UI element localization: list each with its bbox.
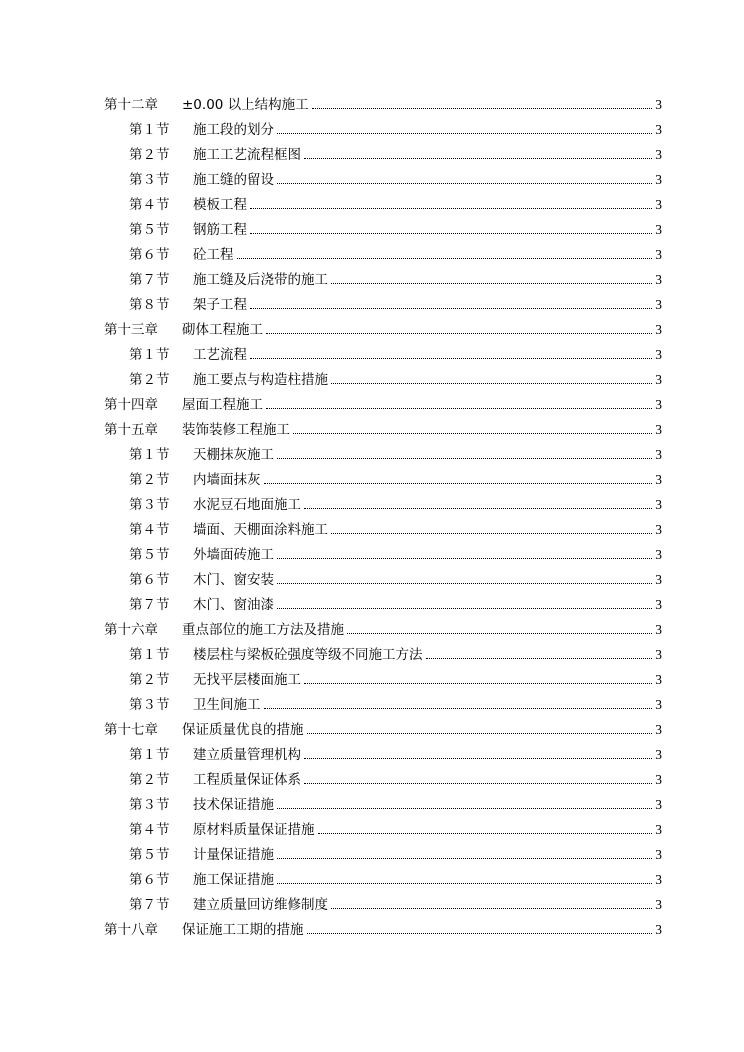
toc-entry-number: 第十八章 (104, 922, 158, 938)
toc-section-entry[interactable] (104, 742, 662, 767)
toc-section-entry[interactable] (104, 342, 662, 367)
toc-entry-title: 外墙面砖施工 (193, 547, 274, 563)
toc-page-number: 3 (655, 272, 662, 287)
toc-entry-number: 第２节 (129, 672, 170, 688)
toc-entry-number: 第４节 (129, 822, 170, 838)
toc-entry-title: 重点部位的施工方法及措施 (182, 622, 344, 638)
toc-entry-title: ±0.00 以上结构施工 (182, 97, 309, 113)
toc-section-entry[interactable] (104, 117, 662, 142)
toc-dot-leader (250, 358, 652, 359)
toc-dot-leader (277, 608, 652, 609)
toc-dot-leader (304, 783, 652, 784)
toc-entry-title: 建立质量回访维修制度 (193, 897, 328, 913)
toc-entry-title: 天棚抹灰施工 (193, 447, 274, 463)
toc-entry-number: 第十七章 (104, 722, 158, 738)
toc-chapter-entry[interactable] (104, 392, 662, 417)
toc-entry-title: 木门、窗油漆 (193, 597, 274, 613)
toc-entry-title: 装饰装修工程施工 (182, 422, 290, 438)
toc-page-number: 3 (655, 222, 662, 237)
toc-chapter-entry[interactable] (104, 417, 662, 442)
toc-entry-number: 第２节 (129, 472, 170, 488)
toc-entry-number: 第１节 (129, 122, 170, 138)
toc-page-number: 3 (655, 897, 662, 912)
toc-section-entry[interactable] (104, 667, 662, 692)
toc-section-entry[interactable] (104, 642, 662, 667)
toc-entry-title: 保证质量优良的措施 (182, 722, 304, 738)
toc-entry-title: 钢筋工程 (193, 222, 247, 238)
toc-entry-number: 第４节 (129, 197, 170, 213)
toc-entry-title: 砼工程 (193, 247, 234, 263)
toc-entry-number: 第５节 (129, 847, 170, 863)
toc-dot-leader (250, 233, 652, 234)
toc-entry-title: 屋面工程施工 (182, 397, 263, 413)
toc-page-number: 3 (655, 822, 662, 837)
toc-entry-title: 无找平层楼面施工 (193, 672, 301, 688)
toc-entry-number: 第５节 (129, 222, 170, 238)
toc-entry-title: 墙面、天棚面涂料施工 (193, 522, 328, 538)
toc-entry-number: 第４节 (129, 522, 170, 538)
toc-entry-number: 第３节 (129, 697, 170, 713)
toc-page-number: 3 (655, 922, 662, 937)
toc-page-number: 3 (655, 697, 662, 712)
toc-page-number: 3 (655, 747, 662, 762)
toc-dot-leader (277, 808, 652, 809)
toc-section-entry[interactable] (104, 592, 662, 617)
toc-section-entry[interactable] (104, 542, 662, 567)
toc-entry-number: 第７节 (129, 897, 170, 913)
toc-section-entry[interactable] (104, 192, 662, 217)
toc-page-number: 3 (655, 447, 662, 462)
toc-page-number: 3 (655, 297, 662, 312)
toc-entry-number: 第６节 (129, 247, 170, 263)
toc-dot-leader (277, 558, 652, 559)
toc-section-entry[interactable] (104, 167, 662, 192)
toc-page-number: 3 (655, 97, 662, 112)
toc-entry-title: 卫生间施工 (193, 697, 261, 713)
toc-dot-leader (277, 858, 652, 859)
toc-page-number: 3 (655, 322, 662, 337)
toc-dot-leader (264, 708, 653, 709)
toc-chapter-entry[interactable] (104, 317, 662, 342)
toc-section-entry[interactable] (104, 692, 662, 717)
toc-entry-title: 施工要点与构造柱措施 (193, 372, 328, 388)
toc-entry-number: 第２节 (129, 772, 170, 788)
toc-entry-number: 第十六章 (104, 622, 158, 638)
toc-entry-title: 内墙面抹灰 (193, 472, 261, 488)
toc-section-entry[interactable] (104, 567, 662, 592)
toc-entry-number: 第２节 (129, 372, 170, 388)
toc-section-entry[interactable] (104, 492, 662, 517)
toc-entry-title: 工程质量保证体系 (193, 772, 301, 788)
toc-page-number: 3 (655, 847, 662, 862)
toc-entry-title: 计量保证措施 (193, 847, 274, 863)
toc-section-entry[interactable] (104, 767, 662, 792)
toc-chapter-entry[interactable] (104, 617, 662, 642)
toc-dot-leader (331, 533, 652, 534)
toc-page-number: 3 (655, 722, 662, 737)
toc-page-number: 3 (655, 397, 662, 412)
toc-page-number: 3 (655, 497, 662, 512)
toc-dot-leader (304, 158, 652, 159)
toc-entry-number: 第十三章 (104, 322, 158, 338)
toc-section-entry[interactable] (104, 842, 662, 867)
toc-dot-leader (277, 883, 652, 884)
toc-entry-number: 第１节 (129, 347, 170, 363)
toc-dot-leader (277, 583, 652, 584)
toc-dot-leader (347, 633, 652, 634)
toc-entry-title: 楼层柱与梁板砼强度等级不同施工方法 (193, 647, 423, 663)
toc-entry-number: 第６节 (129, 572, 170, 588)
toc-dot-leader (318, 833, 653, 834)
toc-chapter-entry[interactable] (104, 717, 662, 742)
table-of-contents (104, 92, 662, 942)
toc-page-number: 3 (655, 372, 662, 387)
toc-section-entry[interactable] (104, 217, 662, 242)
toc-dot-leader (331, 908, 652, 909)
toc-dot-leader (304, 683, 652, 684)
toc-chapter-entry[interactable] (104, 92, 662, 117)
toc-dot-leader (331, 283, 652, 284)
toc-page-number: 3 (655, 547, 662, 562)
toc-dot-leader (237, 258, 653, 259)
toc-section-entry[interactable] (104, 367, 662, 392)
toc-dot-leader (264, 483, 653, 484)
toc-entry-number: 第２节 (129, 147, 170, 163)
toc-section-entry[interactable] (104, 892, 662, 917)
toc-entry-number: 第十五章 (104, 422, 158, 438)
toc-section-entry[interactable] (104, 142, 662, 167)
toc-section-entry[interactable] (104, 442, 662, 467)
toc-entry-title: 保证施工工期的措施 (182, 922, 304, 938)
toc-entry-title: 原材料质量保证措施 (193, 822, 315, 838)
toc-entry-title: 施工缝的留设 (193, 172, 274, 188)
toc-page-number: 3 (655, 647, 662, 662)
toc-dot-leader (331, 383, 652, 384)
toc-page-number: 3 (655, 422, 662, 437)
toc-page-number: 3 (655, 197, 662, 212)
toc-section-entry[interactable] (104, 242, 662, 267)
toc-page-number: 3 (655, 172, 662, 187)
toc-entry-title: 砌体工程施工 (182, 322, 263, 338)
toc-page-number: 3 (655, 522, 662, 537)
toc-entry-title: 架子工程 (193, 297, 247, 313)
toc-page-number: 3 (655, 347, 662, 362)
toc-entry-title: 建立质量管理机构 (193, 747, 301, 763)
toc-dot-leader (426, 658, 653, 659)
toc-entry-title: 施工保证措施 (193, 872, 274, 888)
toc-dot-leader (250, 208, 652, 209)
toc-entry-number: 第１节 (129, 447, 170, 463)
toc-entry-number: 第３节 (129, 172, 170, 188)
toc-entry-title: 施工段的划分 (193, 122, 274, 138)
toc-section-entry[interactable] (104, 867, 662, 892)
toc-entry-title: 工艺流程 (193, 347, 247, 363)
toc-dot-leader (250, 308, 652, 309)
toc-dot-leader (277, 458, 652, 459)
toc-dot-leader (266, 333, 652, 334)
toc-page-number: 3 (655, 472, 662, 487)
toc-entry-number: 第５节 (129, 547, 170, 563)
toc-dot-leader (266, 408, 652, 409)
toc-dot-leader (312, 108, 653, 109)
toc-section-entry[interactable] (104, 792, 662, 817)
toc-entry-number: 第７节 (129, 272, 170, 288)
toc-entry-number: 第３节 (129, 797, 170, 813)
toc-page-number: 3 (655, 772, 662, 787)
toc-entry-title: 施工缝及后浇带的施工 (193, 272, 328, 288)
toc-section-entry[interactable] (104, 817, 662, 842)
toc-entry-number: 第十二章 (104, 97, 158, 113)
toc-page-number: 3 (655, 147, 662, 162)
toc-dot-leader (293, 433, 652, 434)
toc-page-number: 3 (655, 247, 662, 262)
toc-page-number: 3 (655, 872, 662, 887)
toc-entry-title: 模板工程 (193, 197, 247, 213)
toc-dot-leader (277, 183, 652, 184)
toc-dot-leader (307, 933, 653, 934)
toc-entry-number: 第１节 (129, 647, 170, 663)
toc-entry-number: 第６节 (129, 872, 170, 888)
toc-entry-number: 第７节 (129, 597, 170, 613)
toc-entry-title: 施工工艺流程框图 (193, 147, 301, 163)
toc-entry-title: 技术保证措施 (193, 797, 274, 813)
toc-section-entry[interactable] (104, 517, 662, 542)
toc-entry-title: 水泥豆石地面施工 (193, 497, 301, 513)
toc-page-number: 3 (655, 622, 662, 637)
toc-page-number: 3 (655, 797, 662, 812)
toc-section-entry[interactable] (104, 467, 662, 492)
toc-chapter-entry[interactable] (104, 917, 662, 942)
toc-page-number: 3 (655, 672, 662, 687)
toc-page-number: 3 (655, 572, 662, 587)
toc-page-number: 3 (655, 597, 662, 612)
toc-dot-leader (304, 758, 652, 759)
toc-dot-leader (307, 733, 653, 734)
toc-section-entry[interactable] (104, 267, 662, 292)
toc-dot-leader (304, 508, 652, 509)
toc-dot-leader (277, 133, 652, 134)
toc-section-entry[interactable] (104, 292, 662, 317)
toc-entry-number: 第十四章 (104, 397, 158, 413)
toc-page-number: 3 (655, 122, 662, 137)
toc-entry-number: 第８节 (129, 297, 170, 313)
toc-entry-number: 第１节 (129, 747, 170, 763)
toc-entry-title: 木门、窗安装 (193, 572, 274, 588)
toc-entry-number: 第３节 (129, 497, 170, 513)
